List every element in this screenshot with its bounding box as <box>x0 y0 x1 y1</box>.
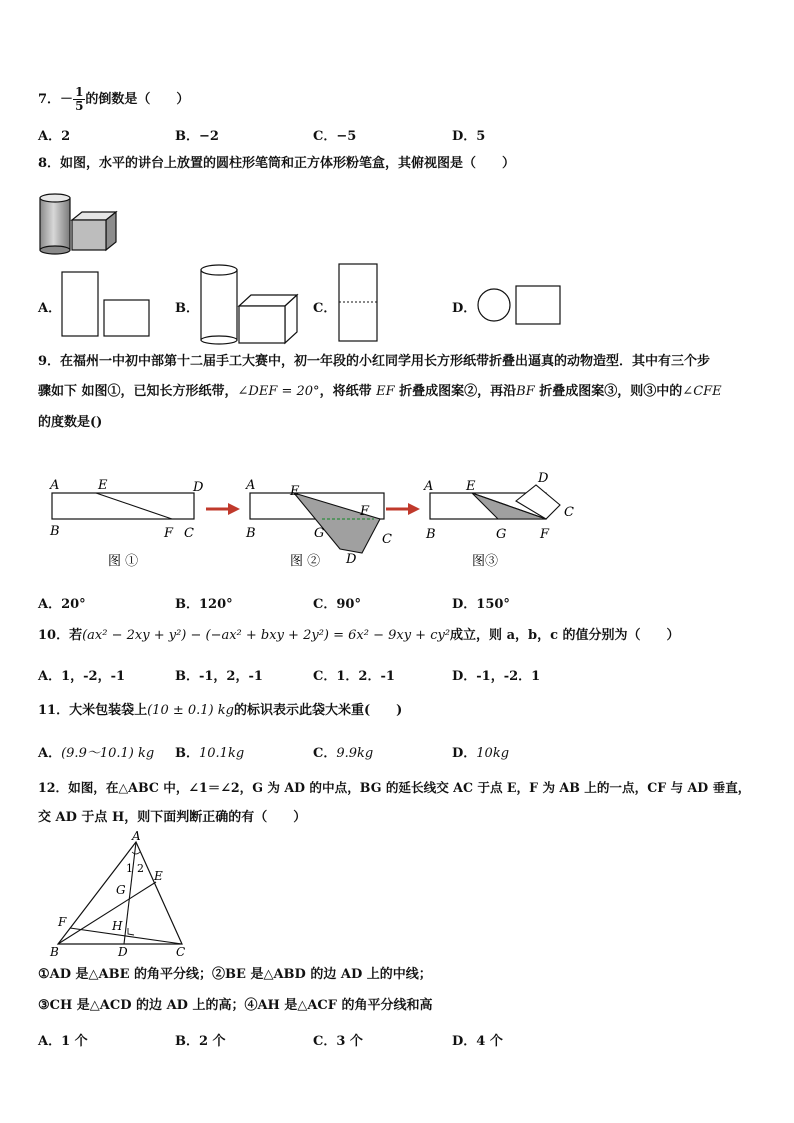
q11-option-c <box>313 742 373 761</box>
q11-option-d-value: 10kg <box>476 746 510 761</box>
q8-option-b-label: B． <box>175 301 199 316</box>
q8-option-c-label: C． <box>313 301 337 316</box>
q12-option-b: B．2 个 <box>175 1034 226 1049</box>
q9-ef: EF <box>376 384 395 399</box>
q9-caption-1: 图 ① <box>108 554 139 569</box>
q11-number: 11． <box>38 703 70 718</box>
q11-option-b-value: 10.1kg <box>199 746 245 761</box>
q9-figure-3 <box>424 468 584 573</box>
q9-f2-label-f: F <box>360 504 370 519</box>
q7-option-c: C．−5 <box>313 129 357 144</box>
q9-line2-part-c: 折叠成图案②，再沿 <box>399 384 517 399</box>
q9-f1-label-c: C <box>184 526 194 541</box>
q11-option-b-label: B． <box>175 746 199 761</box>
q12-label-1: 1 <box>126 862 133 875</box>
q7-stem-text: 的倒数是（ ） <box>85 92 190 107</box>
q9-figure-1 <box>46 475 216 569</box>
q9-caption-3: 图③ <box>472 554 499 569</box>
q10-option-a: A．1，-2，-1 <box>38 669 126 684</box>
q9-figure-2 <box>244 475 404 575</box>
q9-line2-part-a: 骤如下 如图①，已知长方形纸带， <box>38 384 238 399</box>
q11-expression: (10 ± 0.1) kg <box>147 703 234 718</box>
q7-negative-sign: － <box>60 92 74 107</box>
q12-label-2: 2 <box>137 862 144 875</box>
q12-label-c: C <box>176 945 186 959</box>
q9-f3-label-d: D <box>538 471 549 486</box>
q9-f2-label-d: D <box>346 552 357 567</box>
q9-angle-cfe: ∠CFE <box>682 384 722 399</box>
q9-f2-label-e: E <box>290 484 300 499</box>
q8-option-a-figure <box>60 270 152 338</box>
q8-option-b-figure <box>199 262 301 344</box>
q9-f1-label-f: F <box>164 526 174 541</box>
q12-label-f: F <box>58 915 67 929</box>
q11-option-a <box>38 742 154 761</box>
q10-stem <box>38 626 680 646</box>
q9-f1-label-d: D <box>193 480 204 495</box>
q10-expression: (ax² − 2xy + y²) − (−ax² + bxy + 2y²) = 6x² − 9xy + cy² <box>82 628 451 643</box>
q12-triangle-figure <box>48 829 198 962</box>
q9-caption-2: 图 ② <box>290 554 321 569</box>
q10-option-b: B．-1，2，-1 <box>175 669 263 684</box>
q9-f3-label-f: F <box>540 527 550 542</box>
q9-f3-label-a: A <box>424 479 434 494</box>
q12-label-g: G <box>116 883 126 897</box>
q12-statement-3-4: ③CH 是△ACD 的边 AD 上的高；④AH 是△ACF 的角平分线和高 <box>38 998 433 1013</box>
q9-f2-label-g: G <box>314 526 325 541</box>
q8-option-a-label: A． <box>38 301 62 316</box>
q9-f2-label-c: C <box>382 532 392 547</box>
q10-option-c: C．1．2．-1 <box>313 669 395 684</box>
q12-label-d: D <box>118 945 128 959</box>
q9-option-c: C．90° <box>313 597 361 612</box>
q11-stem <box>38 701 402 721</box>
q11-text-a: 大米包装袋上 <box>69 703 148 718</box>
q9-angle-def: ∠DEF = 20° <box>237 384 320 399</box>
q7-number: 7． <box>38 92 61 107</box>
q10-tail: 成立，则 a，b，c 的值分别为（ ） <box>450 628 680 643</box>
q8-figure-cylinder-and-cube <box>38 190 120 255</box>
q11-option-d-label: D． <box>452 746 477 761</box>
q12-option-d: D．4 个 <box>452 1034 503 1049</box>
q10-option-d: D．-1，-2．1 <box>452 669 541 684</box>
q9-f1-label-a: A <box>50 478 60 493</box>
q9-f2-label-a: A <box>246 478 256 493</box>
q8-option-d-label: D． <box>452 301 477 316</box>
q12-label-h: H <box>112 919 123 933</box>
q12-line2: 交 AD 于点 H，则下面判断正确的有（ ） <box>38 810 307 825</box>
q9-option-a: A．20° <box>38 597 86 612</box>
q7-option-a: A．2 <box>38 129 71 144</box>
q11-option-c-label: C． <box>313 746 337 761</box>
q7-option-d: D．5 <box>452 129 486 144</box>
q8-option-c-figure <box>337 262 381 344</box>
q9-f3-label-b: B <box>426 527 436 542</box>
q7-option-b: B．−2 <box>175 129 219 144</box>
q9-f3-label-e: E <box>466 479 476 494</box>
q11-text-b: 的标识表示此袋大米重( ) <box>233 703 403 718</box>
q12-statement-1-2: ①AD 是△ABE 的角平分线；②BE 是△ABD 的边 AD 上的中线； <box>38 967 432 982</box>
q11-option-d <box>452 742 509 761</box>
q9-line2-part-b: ，将纸带 <box>319 384 372 399</box>
q7-stem <box>38 86 189 113</box>
q8-stem: 8．如图，水平的讲台上放置的圆柱形笔筒和正方体形粉笔盒，其俯视图是（ ） <box>38 156 516 171</box>
q8-option-d-figure <box>476 283 566 329</box>
q9-line1: 9．在福州一中初中部第十二届手工大赛中，初一年段的小红同学用长方形纸带折叠出逼真的动物造型．其中有三个步 <box>38 354 711 369</box>
q9-line2-part-d: 折叠成图案③，则③中的 <box>539 384 683 399</box>
q9-f1-label-e: E <box>98 478 108 493</box>
q7-fraction-numerator: 1 <box>75 85 84 99</box>
q10-number: 10．若 <box>38 628 83 643</box>
q9-arrow-1 <box>206 502 240 516</box>
q12-label-b: B <box>50 945 59 959</box>
q9-f1-label-b: B <box>50 524 60 539</box>
q9-line3: 的度数是() <box>38 415 103 430</box>
q12-option-c: C．3 个 <box>313 1034 363 1049</box>
q9-option-b: B．120° <box>175 597 233 612</box>
q12-label-e: E <box>154 869 163 883</box>
q9-f3-label-g: G <box>496 527 507 542</box>
q7-fraction <box>73 86 85 113</box>
q7-fraction-denominator: 5 <box>75 99 84 113</box>
q11-option-b <box>175 742 244 761</box>
q11-option-a-label: A． <box>38 746 62 761</box>
q12-option-a: A．1 个 <box>38 1034 88 1049</box>
q11-option-a-value: (9.9～10.1) kg <box>61 746 155 761</box>
q9-option-d: D．150° <box>452 597 510 612</box>
q12-label-a: A <box>132 829 141 843</box>
q9-f2-label-b: B <box>246 526 256 541</box>
q9-bf: BF <box>516 384 535 399</box>
q9-f3-label-c: C <box>564 505 574 520</box>
q9-arrow-2 <box>386 502 420 516</box>
q9-line2 <box>38 382 722 402</box>
q12-line1: 12．如图，在△ABC 中，∠1＝∠2，G 为 AD 的中点，BG 的延长线交 AC 于点 E，F 为 AB 上的一点，CF 与 AD 垂直， <box>38 780 751 795</box>
q11-option-c-value: 9.9kg <box>336 746 374 761</box>
